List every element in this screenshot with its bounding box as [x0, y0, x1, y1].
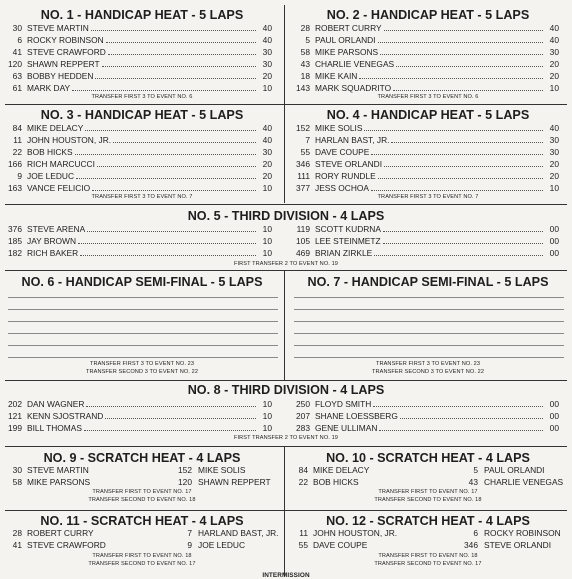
event-title: NO. 1 - HANDICAP HEAT - 5 LAPS [40, 8, 244, 22]
event-5-transfer: FIRST TRANSFER 2 TO EVENT NO. 19 [233, 261, 339, 267]
entry-row [0, 81, 272, 93]
entry-row [0, 397, 272, 409]
event-4-transfer: TRANSFER FIRST 3 TO EVENT NO. 7 [377, 194, 479, 200]
car-number: 55 [300, 147, 310, 157]
entry-row [288, 246, 559, 258]
event-7 [290, 275, 566, 290]
dot-leader [373, 406, 543, 407]
event-5-entries-right [288, 222, 559, 258]
entry-row [288, 81, 559, 93]
driver-name: ROCKY ROBINSON [27, 35, 104, 45]
handicap-value: 00 [549, 224, 559, 234]
dot-leader [106, 42, 256, 43]
handicap-value: 10 [262, 236, 272, 246]
entry-row [0, 121, 272, 133]
dot-leader [72, 90, 256, 91]
car-number: 30 [12, 465, 22, 475]
rule-6 [5, 510, 567, 511]
handicap-value: 40 [262, 35, 272, 45]
driver-name: BILL THOMAS [27, 423, 82, 433]
handicap-value: 40 [262, 23, 272, 33]
driver-name: DAN WAGNER [27, 399, 85, 409]
handicap-value: 20 [549, 171, 559, 181]
driver-name: SCOTT KUDRNA [315, 224, 381, 234]
car-number: 55 [298, 540, 308, 550]
handicap-value: 40 [549, 123, 559, 133]
event-1-transfer: TRANSFER FIRST 3 TO EVENT NO. 6 [91, 94, 193, 100]
dot-leader [113, 142, 256, 143]
driver-name: JESS OCHOA [315, 183, 369, 193]
event-6 [4, 275, 280, 290]
car-number: 152 [178, 465, 192, 475]
car-number: 6 [17, 35, 22, 45]
event-11 [4, 514, 280, 529]
event-11-transfer-first: TRANSFER FIRST TO EVENT NO. 18 [92, 553, 192, 559]
event-12 [290, 514, 566, 529]
event-3-transfer: TRANSFER FIRST 3 TO EVENT NO. 7 [91, 194, 193, 200]
driver-name: DAVE COUPE [315, 147, 370, 157]
handicap-value: 40 [262, 135, 272, 145]
driver-name: ROBERT CURRY [27, 528, 94, 538]
driver-name: BRIAN ZIRKLE [315, 248, 373, 258]
event-11-transfer-second: TRANSFER SECOND TO EVENT NO. 17 [88, 561, 196, 567]
driver-name: FLOYD SMITH [315, 399, 372, 409]
event-8-entries-right [288, 397, 559, 433]
car-number: 43 [468, 477, 478, 487]
entry-row [0, 69, 272, 81]
entry-row [288, 409, 559, 421]
entry-row [288, 421, 559, 433]
car-number: 5 [305, 35, 310, 45]
handicap-value: 10 [262, 411, 272, 421]
entry-row [0, 409, 272, 421]
car-number: 376 [8, 224, 22, 234]
driver-name: STEVE MARTIN [27, 465, 89, 475]
dot-leader [84, 430, 256, 431]
car-number: 121 [8, 411, 22, 421]
entry-row [0, 169, 272, 181]
entry-row [288, 133, 559, 145]
dot-leader [78, 243, 256, 244]
driver-name: MIKE DELACY [313, 465, 370, 475]
event-title: NO. 3 - HANDICAP HEAT - 5 LAPS [40, 108, 244, 122]
entry-row [288, 169, 559, 181]
divider-bottom [284, 446, 285, 576]
entry-row [0, 145, 272, 157]
driver-name: MIKE KAIN [315, 71, 358, 81]
driver-name: PAUL ORLANDI [484, 465, 545, 475]
driver-name: HARLAND BAST, JR. [198, 528, 279, 538]
car-number: 185 [8, 236, 22, 246]
car-number: 152 [296, 123, 310, 133]
driver-name: KENN SJOSTRAND [27, 411, 104, 421]
dot-leader [76, 178, 256, 179]
divider-semi [284, 270, 285, 380]
dot-leader [371, 154, 543, 155]
entry-row [288, 234, 559, 246]
dot-leader [108, 54, 256, 55]
handicap-value: 20 [549, 71, 559, 81]
handicap-value: 30 [549, 135, 559, 145]
dot-leader [359, 78, 543, 79]
entry-row [288, 121, 559, 133]
handicap-value: 40 [549, 23, 559, 33]
entry-row [288, 45, 559, 57]
entry-row [288, 57, 559, 69]
driver-name: MIKE PARSONS [315, 47, 379, 57]
handicap-value: 00 [549, 423, 559, 433]
car-number: 11 [13, 135, 22, 145]
driver-name: LEE STEINMETZ [315, 236, 381, 246]
driver-name: STEVE ORLANDI [315, 159, 383, 169]
car-number: 11 [299, 528, 308, 538]
dot-leader [393, 90, 543, 91]
driver-name: PAUL ORLANDI [315, 35, 376, 45]
driver-name: BOB HICKS [27, 147, 73, 157]
entry-row [288, 21, 559, 33]
car-number: 105 [296, 236, 310, 246]
event-7-transfer-second: TRANSFER SECOND 3 TO EVENT NO. 22 [371, 369, 485, 375]
driver-name: SHAWN REPPERT [27, 59, 100, 69]
dot-leader [378, 42, 543, 43]
driver-name: RICH MARCUCCI [27, 159, 95, 169]
car-number: 30 [12, 23, 22, 33]
driver-name: CHARLIE VENEGAS [315, 59, 395, 69]
handicap-value: 10 [262, 399, 272, 409]
entry-row [288, 157, 559, 169]
entry-row [0, 421, 272, 433]
dot-leader [371, 190, 543, 191]
event-8-entries-left [0, 397, 272, 433]
entry-row [0, 222, 272, 234]
driver-name: JOHN HOUSTON, JR. [313, 528, 398, 538]
handicap-value: 20 [262, 171, 272, 181]
entry-row [0, 133, 272, 145]
event-12-transfer-second: TRANSFER SECOND TO EVENT NO. 17 [374, 561, 482, 567]
event-8-transfer: FIRST TRANSFER 2 TO EVENT NO. 19 [233, 435, 339, 441]
driver-name: SHANE LOESSBERG [315, 411, 398, 421]
rule-5 [5, 446, 567, 447]
car-number: 202 [8, 399, 22, 409]
driver-name: JOE LEDUC [198, 540, 246, 550]
dot-leader [384, 30, 543, 31]
handicap-value: 00 [549, 248, 559, 258]
car-number: 283 [296, 423, 310, 433]
handicap-value: 10 [262, 248, 272, 258]
handicap-value: 30 [262, 59, 272, 69]
event-7-transfer-first: TRANSFER FIRST 3 TO EVENT NO. 23 [375, 361, 481, 367]
car-number: 9 [17, 171, 22, 181]
driver-name: STEVE CRAWFORD [27, 540, 106, 550]
event-4-entries [288, 121, 559, 193]
event-2-transfer: TRANSFER FIRST 3 TO EVENT NO. 6 [377, 94, 479, 100]
handicap-value: 10 [262, 83, 272, 93]
car-number: 84 [12, 123, 22, 133]
event-9-transfer-first: TRANSFER FIRST TO EVENT NO. 17 [92, 489, 192, 495]
car-number: 163 [8, 183, 22, 193]
car-number: 346 [464, 540, 478, 550]
event-10 [290, 451, 566, 466]
dot-leader [374, 255, 543, 256]
handicap-value: 20 [549, 159, 559, 169]
dot-leader [400, 418, 543, 419]
handicap-value: 20 [549, 59, 559, 69]
event-6-transfer-second: TRANSFER SECOND 3 TO EVENT NO. 22 [85, 369, 199, 375]
dot-leader [97, 166, 256, 167]
car-number: 63 [12, 71, 22, 81]
driver-name: MIKE DELACY [27, 123, 84, 133]
handicap-value: 20 [262, 71, 272, 81]
rule-2 [5, 204, 567, 205]
rule-4 [5, 380, 567, 381]
event-9-transfer-second: TRANSFER SECOND TO EVENT NO. 18 [88, 497, 196, 503]
dot-leader [379, 430, 543, 431]
driver-name: JAY BROWN [27, 236, 77, 246]
entry-row [0, 157, 272, 169]
event-title: NO. 2 - HANDICAP HEAT - 5 LAPS [326, 8, 530, 22]
handicap-value: 00 [549, 411, 559, 421]
entry-row [288, 69, 559, 81]
dot-leader [91, 30, 256, 31]
driver-name: GENE ULLIMAN [315, 423, 378, 433]
dot-leader [95, 78, 256, 79]
car-number: 22 [12, 147, 22, 157]
car-number: 7 [305, 135, 310, 145]
rule-3 [5, 270, 567, 271]
driver-name: STEVE CRAWFORD [27, 47, 106, 57]
dot-leader [364, 130, 543, 131]
entry-row [0, 246, 272, 258]
car-number: 120 [8, 59, 22, 69]
event-title: NO. 9 - SCRATCH HEAT - 4 LAPS [43, 451, 241, 465]
car-number: 61 [12, 83, 22, 93]
car-number: 377 [296, 183, 310, 193]
driver-name: SHAWN REPPERT [198, 477, 271, 487]
driver-name: MIKE SOLIS [315, 123, 363, 133]
car-number: 120 [178, 477, 192, 487]
event-title: NO. 8 - THIRD DIVISION - 4 LAPS [187, 383, 385, 397]
car-number: 119 [296, 224, 310, 234]
handicap-value: 10 [262, 183, 272, 193]
driver-name: RORY RUNDLE [315, 171, 376, 181]
car-number: 6 [473, 528, 478, 538]
driver-name: MARK DAY [27, 83, 71, 93]
driver-name: DAVE COUPE [313, 540, 368, 550]
driver-name: STEVE MARTIN [27, 23, 89, 33]
entry-row [0, 21, 272, 33]
driver-name: CHARLIE VENEGAS [484, 477, 564, 487]
dot-leader [86, 406, 256, 407]
dot-leader [85, 130, 256, 131]
handicap-value: 40 [262, 123, 272, 133]
driver-name: ROCKY ROBINSON [484, 528, 561, 538]
entry-row [0, 181, 272, 193]
entry-row [0, 45, 272, 57]
handicap-value: 20 [262, 159, 272, 169]
car-number: 5 [473, 465, 478, 475]
driver-name: RICH BAKER [27, 248, 79, 258]
handicap-value: 30 [549, 147, 559, 157]
dot-leader [102, 66, 256, 67]
driver-name: VANCE FELICIO [27, 183, 91, 193]
driver-name: ROBERT CURRY [315, 23, 382, 33]
dot-leader [80, 255, 256, 256]
dot-leader [105, 418, 256, 419]
entry-row [288, 181, 559, 193]
dot-leader [75, 154, 256, 155]
car-number: 58 [12, 477, 22, 487]
car-number: 22 [298, 477, 308, 487]
handicap-value: 10 [549, 183, 559, 193]
event-5-entries-left [0, 222, 272, 258]
car-number: 7 [187, 528, 192, 538]
car-number: 9 [187, 540, 192, 550]
driver-name: JOHN HOUSTON, JR. [27, 135, 112, 145]
handicap-value: 00 [549, 399, 559, 409]
driver-name: STEVE ARENA [27, 224, 86, 234]
driver-name: STEVE ORLANDI [484, 540, 552, 550]
handicap-value: 00 [549, 236, 559, 246]
handicap-value: 10 [262, 423, 272, 433]
driver-name: HARLAN BAST, JR. [315, 135, 390, 145]
event-10-transfer-first: TRANSFER FIRST TO EVENT NO. 17 [378, 489, 478, 495]
event-12-transfer-first: TRANSFER FIRST TO EVENT NO. 18 [378, 553, 478, 559]
driver-name: MIKE SOLIS [198, 465, 246, 475]
car-number: 166 [8, 159, 22, 169]
dot-leader [378, 178, 543, 179]
car-number: 143 [296, 83, 310, 93]
driver-name: JOE LEDUC [27, 171, 75, 181]
car-number: 111 [297, 171, 310, 181]
event-6-transfer-first: TRANSFER FIRST 3 TO EVENT NO. 23 [89, 361, 195, 367]
driver-name: BOBBY HEDDEN [27, 71, 94, 81]
car-number: 199 [8, 423, 22, 433]
entry-row [0, 57, 272, 69]
handicap-value: 30 [549, 47, 559, 57]
driver-name: MARK SQUADRITO [315, 83, 392, 93]
event-1-entries [0, 21, 272, 93]
entry-row [288, 33, 559, 45]
event-9 [4, 451, 280, 466]
event-title: NO. 11 - SCRATCH HEAT - 4 LAPS [40, 514, 244, 528]
car-number: 41 [12, 540, 22, 550]
entry-row [288, 222, 559, 234]
handicap-value: 40 [549, 35, 559, 45]
entry-row [288, 145, 559, 157]
car-number: 207 [296, 411, 310, 421]
driver-name: BOB HICKS [313, 477, 359, 487]
entry-row [0, 33, 272, 45]
event-title: NO. 4 - HANDICAP HEAT - 5 LAPS [326, 108, 530, 122]
car-number: 182 [8, 248, 22, 258]
event-3-entries [0, 121, 272, 193]
event-title: NO. 10 - SCRATCH HEAT - 4 LAPS [326, 451, 530, 465]
car-number: 18 [300, 71, 310, 81]
dot-leader [383, 243, 543, 244]
dot-leader [92, 190, 256, 191]
dot-leader [384, 166, 543, 167]
event-8 [0, 383, 572, 398]
handicap-value: 30 [262, 47, 272, 57]
car-number: 346 [296, 159, 310, 169]
car-number: 58 [300, 47, 310, 57]
car-number: 250 [296, 399, 310, 409]
event-title: NO. 5 - THIRD DIVISION - 4 LAPS [187, 209, 385, 223]
car-number: 84 [298, 465, 308, 475]
dot-leader [396, 66, 543, 67]
event-10-transfer-second: TRANSFER SECOND TO EVENT NO. 18 [374, 497, 482, 503]
handicap-value: 10 [262, 224, 272, 234]
entry-row [288, 397, 559, 409]
dot-leader [87, 231, 256, 232]
dot-leader [380, 54, 543, 55]
event-2-entries [288, 21, 559, 93]
handicap-value: 10 [549, 83, 559, 93]
car-number: 28 [300, 23, 310, 33]
dot-leader [391, 142, 543, 143]
car-number: 469 [296, 248, 310, 258]
intermission-label: INTERMISSION [262, 572, 310, 579]
event-title: NO. 7 - HANDICAP SEMI-FINAL - 5 LAPS [307, 275, 549, 289]
handicap-value: 30 [262, 147, 272, 157]
driver-name: MIKE PARSONS [27, 477, 91, 487]
car-number: 41 [12, 47, 22, 57]
entry-row [0, 234, 272, 246]
event-title: NO. 12 - SCRATCH HEAT - 4 LAPS [326, 514, 530, 528]
car-number: 28 [12, 528, 22, 538]
event-title: NO. 6 - HANDICAP SEMI-FINAL - 5 LAPS [21, 275, 263, 289]
dot-leader [383, 231, 543, 232]
rule-1 [5, 104, 567, 105]
car-number: 43 [300, 59, 310, 69]
